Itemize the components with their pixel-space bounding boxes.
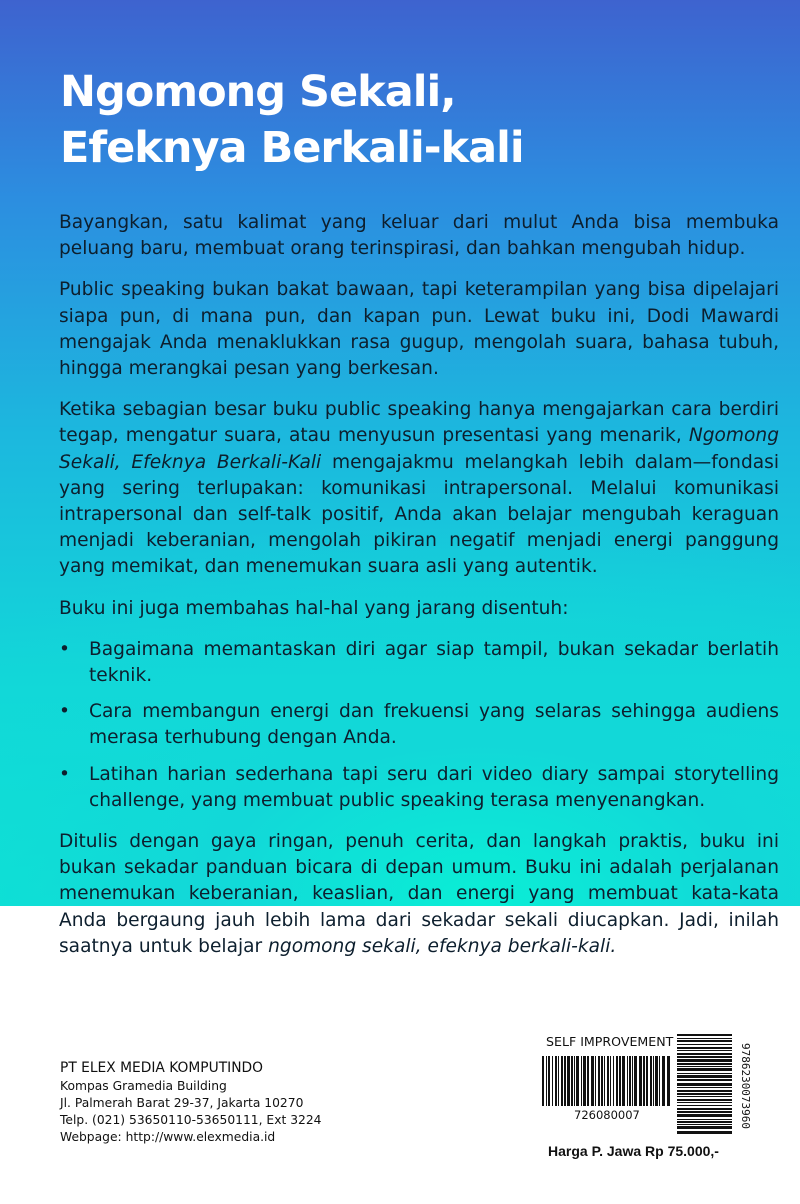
barcode-bar (677, 1075, 732, 1078)
paragraph-5-text: Ditulis dengan gaya ringan, penuh cerita, dan langkah praktis, buku ini bukan sekadar panduan bicara di depan umum. Buku ini adalah perjalanan menemukan keberanian, keaslian, dan energi yang membuat kata-kata Anda bergaung jauh lebih lama dari sekadar sekali diucapkan. Jadi, inilah saatnya untuk belajar (59, 831, 779, 957)
paragraph-3-text-b: mengajakmu melangkah lebih dalam—fondasi yang sering terlupakan: komunikasi intrapersonal. Melalui komunikasi intrapersonal dan self-talk positif, Anda akan belajar mengubah keraguan menjadi keberanian, mengolah pikiran negatif menjadi energi panggung yang memikat, dan menemukan suara asli yang autentik. (59, 451, 779, 578)
barcode-bar (677, 1096, 732, 1097)
barcode-bar (616, 1056, 618, 1106)
barcode-bar (677, 1066, 732, 1067)
barcode-bar (542, 1056, 544, 1106)
barcode-bar (677, 1083, 732, 1086)
barcode-bar (629, 1056, 631, 1106)
barcode-bar (548, 1056, 550, 1106)
barcode-bar (677, 1047, 732, 1049)
title-line-1: Ngomong Sekali, (60, 67, 456, 117)
bullet-icon: • (59, 763, 70, 785)
barcode-bar (653, 1056, 654, 1106)
barcode-bar (574, 1056, 575, 1106)
barcode-bar (598, 1056, 600, 1106)
barcode-bar (650, 1056, 652, 1106)
isbn-number (738, 1034, 754, 1137)
blurb-paragraph-3 (59, 397, 779, 580)
blurb-paragraph-5 (59, 829, 779, 960)
barcode-icon (542, 1056, 672, 1106)
barcode-bar (677, 1059, 732, 1062)
barcode-bar (677, 1063, 732, 1065)
bullet-icon: • (59, 638, 70, 660)
barcode-bar (564, 1056, 566, 1106)
barcode-bar (677, 1079, 732, 1081)
publisher-phone: Telp. (021) 53650110-53650111, Ext 3224 (60, 1113, 322, 1127)
barcode-number: 726080007 (574, 1108, 640, 1122)
barcode-bar (561, 1056, 563, 1106)
list-item-text: Cara membangun energi dan frekuensi yang selaras sehingga audiens merasa terhubung dengan Anda. (89, 701, 779, 749)
barcode-area (542, 1034, 764, 1137)
barcode-bar (627, 1056, 628, 1106)
barcode-bar (677, 1126, 732, 1129)
barcode-bar (677, 1038, 732, 1039)
barcode-bar (677, 1131, 732, 1134)
barcode-bar (659, 1056, 660, 1106)
barcode-bar (576, 1056, 579, 1106)
barcode-bar (677, 1087, 732, 1088)
blurb-paragraph-1: Bayangkan, satu kalimat yang keluar dari mulut Anda bisa membuka peluang baru, membuat orang terinspirasi, dan bahkan mengubah hidup. (59, 212, 779, 260)
barcode-bar (646, 1056, 648, 1106)
barcode-bar (677, 1119, 732, 1120)
barcode-bar (662, 1056, 665, 1106)
publisher-webpage: Webpage: http://www.elexmedia.id (60, 1130, 276, 1144)
barcode-bar (583, 1056, 586, 1106)
barcode-bar (677, 1073, 732, 1074)
barcode-bar (622, 1056, 625, 1106)
isbn-number-text: 9786230073960 (739, 1042, 752, 1130)
barcode-bar (546, 1056, 547, 1106)
publisher-address-2: Jl. Palmerah Barat 29-37, Jakarta 10270 (60, 1096, 304, 1110)
book-title (60, 64, 524, 176)
barcode-bar (677, 1040, 732, 1042)
barcode-bar (677, 1093, 732, 1095)
blurb-paragraph-4: Buku ini juga membahas hal-hal yang jarang disentuh: (59, 597, 569, 619)
barcode-bar (667, 1056, 670, 1106)
barcode-bar (677, 1044, 732, 1045)
paragraph-5-italic: ngomong sekali, efeknya berkali-kali. (268, 935, 617, 957)
barcode-bar (677, 1111, 732, 1113)
paragraph-3-book-title: Ngomong Sekali, Efeknya Berkali-Kali (59, 425, 779, 473)
barcode-bar (677, 1102, 732, 1103)
list-item-text: Latihan harian sederhana tapi seru dari video diary sampai storytelling challenge, yang membuat public speaking terasa menyenangkan. (89, 763, 779, 811)
paragraph-3-text-a: Ketika sebagian besar buku public speaking hanya mengajarkan cara berdiri tegap, mengatur suara, atau menyusun presentasi yang menarik, (59, 399, 779, 447)
barcode-bar (595, 1056, 596, 1106)
barcode-bar (571, 1056, 573, 1106)
barcode-bar (677, 1053, 732, 1055)
blurb-paragraph-2: Public speaking bukan bakat bawaan, tapi keterampilan yang bisa dipelajari siapa pun, di mana pun, dan kapan pun. Lewat buku ini, Dodi Mawardi mengajak Anda menaklukkan rasa gugup, mengolah suara, bahasa tubuh, hingga merangkai pesan yang berkesan. (59, 279, 779, 380)
barcode-bar (677, 1121, 732, 1123)
barcode-bar (677, 1099, 732, 1101)
list-item (59, 699, 779, 751)
price-label: Harga P. Jawa Rp 75.000,- (548, 1143, 719, 1159)
barcode-bar (610, 1056, 611, 1106)
barcode-bar (581, 1056, 582, 1106)
barcode-bar (587, 1056, 589, 1106)
topic-list (59, 637, 779, 814)
list-item-text: Bagaimana memantaskan diri agar siap tampil, bukan sekadar berlatih teknik. (89, 638, 779, 687)
list-item (59, 762, 779, 814)
barcode-bar (677, 1114, 732, 1117)
list-item (59, 637, 779, 689)
barcode-bar (677, 1090, 732, 1092)
blurb-text (59, 210, 779, 975)
barcode-bar (607, 1056, 609, 1106)
barcode-bar (619, 1056, 621, 1106)
barcode-bar (643, 1056, 645, 1106)
barcode-bar (677, 1108, 732, 1110)
barcode-bar (558, 1056, 559, 1106)
barcode-bar (634, 1056, 637, 1106)
barcode-bar (677, 1068, 732, 1071)
publisher-name: PT ELEX MEDIA KOMPUTINDO (60, 1060, 264, 1076)
barcode-bar (677, 1056, 732, 1058)
isbn-barcode-icon (677, 1034, 732, 1137)
barcode-bar (604, 1056, 605, 1106)
barcode-bar (639, 1056, 642, 1106)
barcode-bar (632, 1056, 633, 1106)
barcode-bar (655, 1056, 658, 1106)
barcode-bar (677, 1034, 732, 1036)
barcode-bar (677, 1124, 732, 1125)
barcode-bar (555, 1056, 557, 1106)
publisher-info (60, 1059, 322, 1146)
barcode-bar (677, 1105, 732, 1106)
bullet-icon: • (59, 701, 70, 723)
barcode-bar (567, 1056, 570, 1106)
title-line-2: Efeknya Berkali-kali (60, 123, 524, 173)
barcode-bar (591, 1056, 594, 1106)
barcode-bar (601, 1056, 603, 1106)
barcode-bar (613, 1056, 614, 1106)
publisher-address-1: Kompas Gramedia Building (60, 1079, 227, 1093)
category-label: SELF IMPROVEMENT (546, 1034, 674, 1049)
barcode-bar (552, 1056, 553, 1106)
barcode-bar (677, 1050, 732, 1051)
